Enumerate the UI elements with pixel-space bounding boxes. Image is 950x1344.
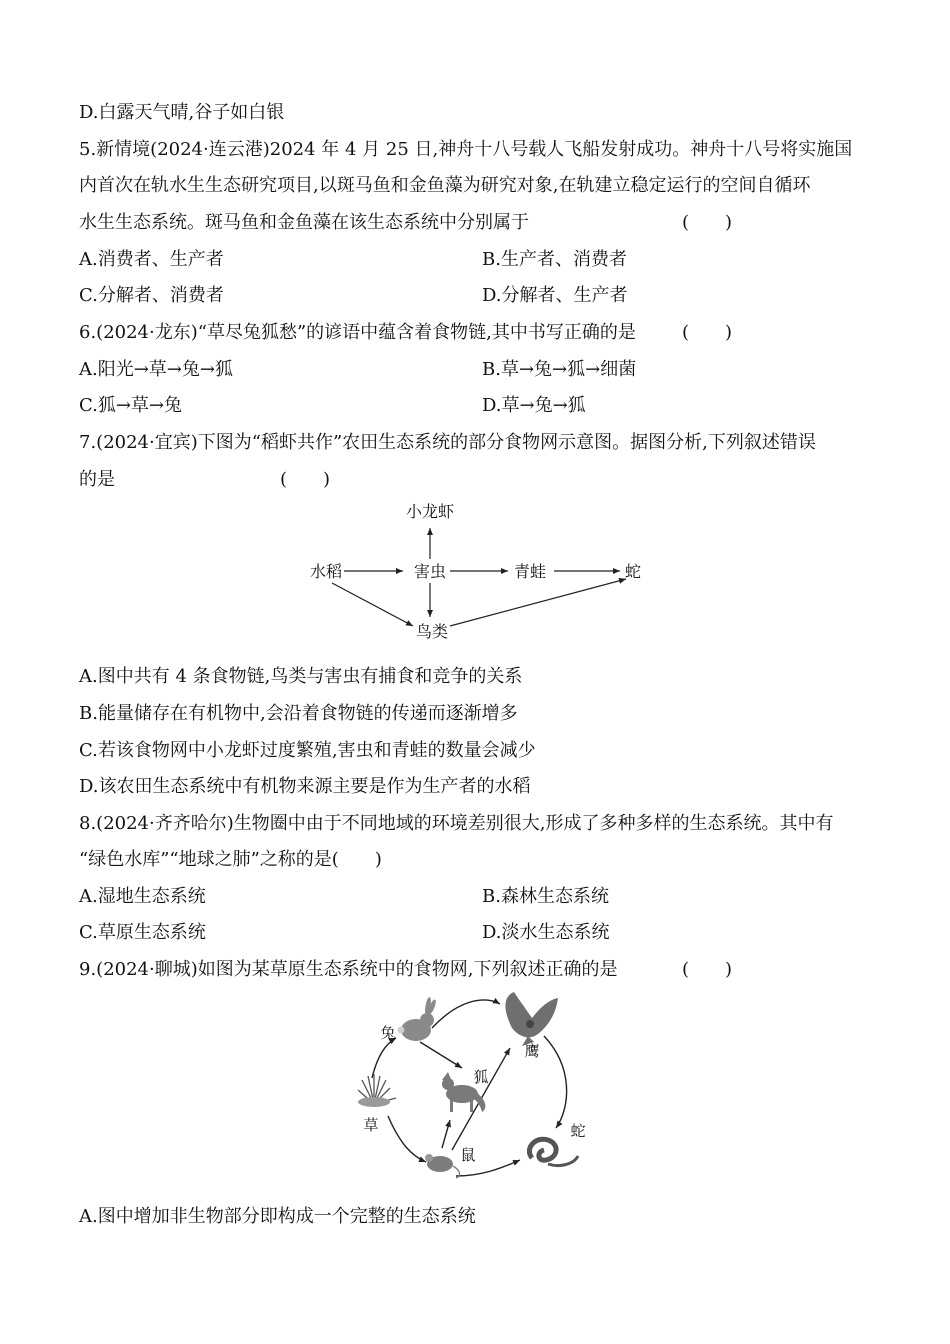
arrow-eagle-snake [544,1036,567,1128]
node-rice: 水稻 [309,562,343,581]
eagle-icon [505,992,558,1046]
arrow-rabbit-eagle [432,1000,500,1028]
q8-option-b: B.森林生态系统 [482,886,609,907]
q5-stem-line2: 内首次在轨水生生态研究项目,以斑马鱼和金鱼藻为研究对象,在轨建立稳定运行的空间自循环 [79,175,811,196]
q8-option-c: C.草原生态系统 [79,922,206,943]
snake-icon [529,1139,578,1165]
label-eagle: 鹰 [524,1042,540,1060]
grass-icon [358,1074,396,1107]
q8-stem-line1: 8.(2024·齐齐哈尔)生物圈中由于不同地域的环境差别很大,形成了多种多样的生态系统。其中有 [79,813,834,834]
q8-option-d: D.淡水生态系统 [482,922,610,943]
node-snake: 蛇 [624,562,642,581]
q6-answer-blank: ( ) [682,322,733,343]
q8-stem-line2: “绿色水库”“地球之肺”之称的是( ) [79,849,382,870]
q6-option-d: D.草→兔→狐 [482,395,586,416]
q6-option-a: A.阳光→草→兔→狐 [79,359,233,380]
q7-food-web-diagram [300,495,650,645]
q9-option-a: A.图中增加非生物部分即构成一个完整的生态系统 [79,1206,476,1227]
q9-food-web-diagram [352,988,602,1188]
q7-option-a: A.图中共有 4 条食物链,鸟类与害虫有捕食和竞争的关系 [79,666,523,687]
q8-option-a: A.湿地生态系统 [79,886,206,907]
q4-option-d: D.白露天气晴,谷子如白银 [79,102,285,123]
arrow-mouse-fox [442,1120,450,1148]
q7-option-c: C.若该食物网中小龙虾过度繁殖,害虫和青蛙的数量会减少 [79,740,536,761]
q9-answer-blank: ( ) [682,959,733,980]
q5-option-c: C.分解者、消费者 [79,285,224,306]
arrow-grass-rabbit [372,1038,396,1078]
rabbit-icon [398,997,438,1041]
node-frog: 青蛙 [513,562,547,581]
label-mouse: 鼠 [460,1146,476,1164]
q9-stem: 9.(2024·聊城)如图为某草原生态系统中的食物网,下列叙述正确的是 [79,959,618,980]
label-rabbit: 兔 [380,1024,396,1042]
q5-answer-blank: ( ) [682,212,733,233]
label-fox: 狐 [473,1068,489,1086]
node-pest: 害虫 [413,562,447,581]
q5-option-a: A.消费者、生产者 [79,249,224,270]
q7-stem-line2: 的是 [79,469,115,490]
q7-option-b: B.能量储存在有机物中,会沿着食物链的传递而逐渐增多 [79,703,518,724]
mouse-icon [425,1154,460,1178]
q7-answer-blank: ( ) [280,469,331,490]
q5-stem-line1: 5.新情境(2024·连云港)2024 年 4 月 25 日,神舟十八号载人飞船发射成功。神舟十八号将实施国 [79,139,853,160]
node-bird: 鸟类 [415,622,449,641]
arrow-grass-mouse [388,1116,426,1162]
q5-option-b: B.生产者、消费者 [482,249,627,270]
q7-option-d: D.该农田生态系统中有机物来源主要是作为生产者的水稻 [79,776,531,797]
arrow-bird-snake [450,579,626,626]
label-grass: 草 [363,1116,379,1134]
q5-stem-line3: 水生生态系统。斑马鱼和金鱼藻在该生态系统中分别属于 [79,212,529,233]
arrow-rabbit-fox [420,1042,462,1068]
label-snake: 蛇 [570,1122,586,1140]
node-shrimp: 小龙虾 [405,502,455,521]
q6-option-b: B.草→兔→狐→细菌 [482,359,637,380]
q6-option-c: C.狐→草→兔 [79,395,183,416]
arrow-rice-bird [332,583,413,626]
q7-stem-line1: 7.(2024·宜宾)下图为“稻虾共作”农田生态系统的部分食物网示意图。据图分析,下列叙述错误 [79,432,816,453]
q6-stem: 6.(2024·龙东)“草尽兔狐愁”的谚语中蕴含着食物链,其中书写正确的是 [79,322,636,343]
q5-option-d: D.分解者、生产者 [482,285,628,306]
